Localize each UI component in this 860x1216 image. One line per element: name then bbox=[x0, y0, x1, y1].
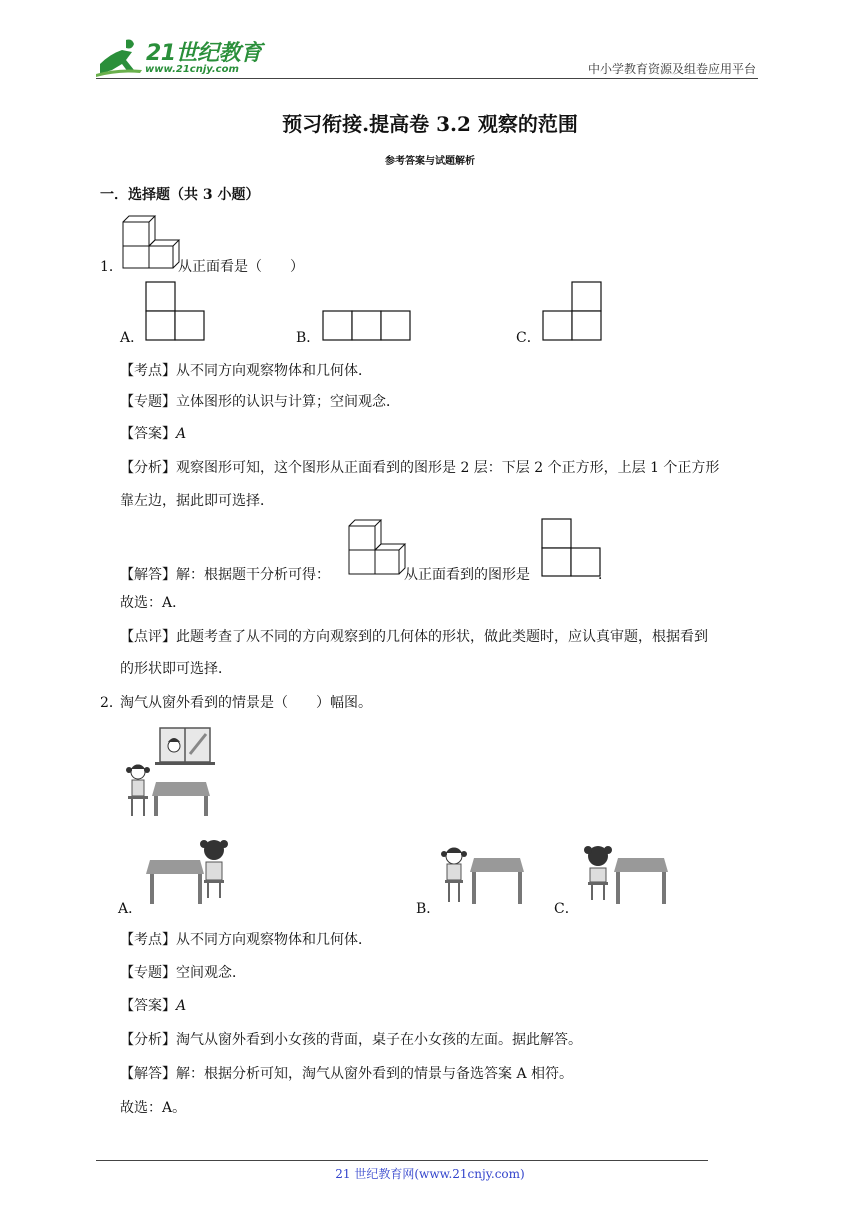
q1-jieda-end: ． bbox=[598, 567, 612, 583]
q2-jieda-text: 解：根据分析可知，淘气从窗外看到的情景与备选答案 A 相符。 bbox=[176, 1066, 574, 1082]
q1-fenxi-label: 【分析】 bbox=[120, 460, 176, 476]
q1-zhuanti bbox=[120, 391, 400, 411]
q2-stem: 淘气从窗外看到的情景是（ ）幅图。 bbox=[120, 695, 372, 711]
q1-jieda-front-view-figure bbox=[541, 518, 603, 578]
q1-jieda-label: 【解答】 bbox=[120, 567, 176, 583]
q1-kaodian-label: 【考点】 bbox=[120, 363, 176, 379]
q1-answer-label: 【答案】 bbox=[120, 426, 176, 442]
q1-number: 1． bbox=[100, 259, 123, 275]
q1-fenxi-line2: 靠左边，据此即可选择． bbox=[120, 493, 274, 509]
header-divider bbox=[96, 78, 758, 79]
q2-scene-figure bbox=[120, 724, 216, 820]
q2-kaodian-text: 从不同方向观察物体和几何体． bbox=[176, 932, 372, 948]
q1-jieda-prefix bbox=[120, 564, 330, 584]
q2-jieda-label: 【解答】 bbox=[120, 1066, 176, 1082]
platform-name: 中小学教育资源及组卷应用平台 bbox=[587, 62, 756, 76]
q2-answer-label: 【答案】 bbox=[120, 998, 176, 1014]
q2-zhuanti-text: 空间观念． bbox=[176, 965, 246, 981]
q1-dianping-line2: 的形状即可选择． bbox=[120, 661, 232, 677]
q1-jieda-middle: 从正面看到的图形是 bbox=[404, 567, 530, 583]
runner-logo-icon bbox=[96, 34, 146, 80]
q1-zhuanti-text: 立体图形的认识与计算；空间观念． bbox=[176, 394, 400, 410]
q1-option-c-figure[interactable] bbox=[542, 281, 604, 341]
q2-jieda bbox=[120, 1063, 573, 1083]
q2-zhuanti-label: 【专题】 bbox=[120, 965, 176, 981]
footer-divider bbox=[96, 1160, 708, 1161]
q2-fenxi bbox=[120, 1029, 582, 1049]
section-heading: 一．选择题（共 3 小题） bbox=[100, 187, 260, 203]
q1-option-c-label[interactable]: C． bbox=[516, 330, 541, 346]
q1-jieda-cube-figure bbox=[346, 518, 408, 578]
q2-option-c-label[interactable]: C． bbox=[554, 901, 579, 917]
q2-answer bbox=[120, 995, 186, 1015]
q1-jieda-text: 解：根据题干分析可得： bbox=[176, 567, 330, 583]
q2-guxuan: 故选：A。 bbox=[120, 1100, 187, 1116]
logo-url: www.21cnjy.com bbox=[145, 64, 239, 75]
q2-option-a-figure[interactable] bbox=[146, 836, 246, 908]
q2-option-b-label[interactable]: B． bbox=[416, 901, 441, 917]
q1-option-a-label[interactable]: A． bbox=[120, 330, 145, 346]
q1-dianping-line1 bbox=[120, 626, 708, 646]
q1-stem: 从正面看是（ ） bbox=[178, 259, 304, 275]
q2-zhuanti bbox=[120, 962, 246, 982]
q1-guxuan: 故选：A． bbox=[120, 595, 187, 611]
page-title: 预习衔接.提高卷 3.2 观察的范围 bbox=[282, 112, 578, 136]
q1-fenxi-text-1: 观察图形可知，这个图形从正面看到的图形是 2 层：下层 2 个正方形，上层 1 个正方形 bbox=[176, 460, 720, 476]
q1-answer-value: A bbox=[176, 426, 187, 442]
q1-option-a-figure[interactable] bbox=[145, 281, 207, 341]
q2-kaodian bbox=[120, 929, 372, 949]
q1-fenxi-line1 bbox=[120, 457, 719, 477]
q1-answer bbox=[120, 423, 186, 443]
q1-option-b-label[interactable]: B． bbox=[296, 330, 321, 346]
q2-answer-value: A bbox=[176, 998, 187, 1014]
q2-option-a-label[interactable]: A． bbox=[118, 901, 143, 917]
q2-fenxi-text: 淘气从窗外看到小女孩的背面，桌子在小女孩的左面。据此解答。 bbox=[176, 1032, 582, 1048]
q2-option-b-figure[interactable] bbox=[440, 842, 540, 910]
footer-link[interactable]: 21 世纪教育网(www.21cnjy.com) bbox=[335, 1167, 525, 1181]
q1-kaodian bbox=[120, 360, 372, 380]
q1-dianping-label: 【点评】 bbox=[120, 629, 176, 645]
q1-kaodian-text: 从不同方向观察物体和几何体． bbox=[176, 363, 372, 379]
q2-fenxi-label: 【分析】 bbox=[120, 1032, 176, 1048]
q1-option-b-figure[interactable] bbox=[322, 310, 412, 341]
q1-zhuanti-label: 【专题】 bbox=[120, 394, 176, 410]
q1-cube-figure bbox=[120, 214, 182, 272]
q2-number: 2． bbox=[100, 695, 123, 711]
page-subtitle: 参考答案与试题解析 bbox=[385, 156, 475, 167]
q2-option-c-figure[interactable] bbox=[582, 842, 672, 910]
q1-dianping-text-1: 此题考查了从不同的方向观察到的几何体的形状，做此类题时，应认真审题，根据看到 bbox=[176, 629, 708, 645]
q2-kaodian-label: 【考点】 bbox=[120, 932, 176, 948]
logo-text: 21世纪教育 bbox=[146, 41, 262, 66]
